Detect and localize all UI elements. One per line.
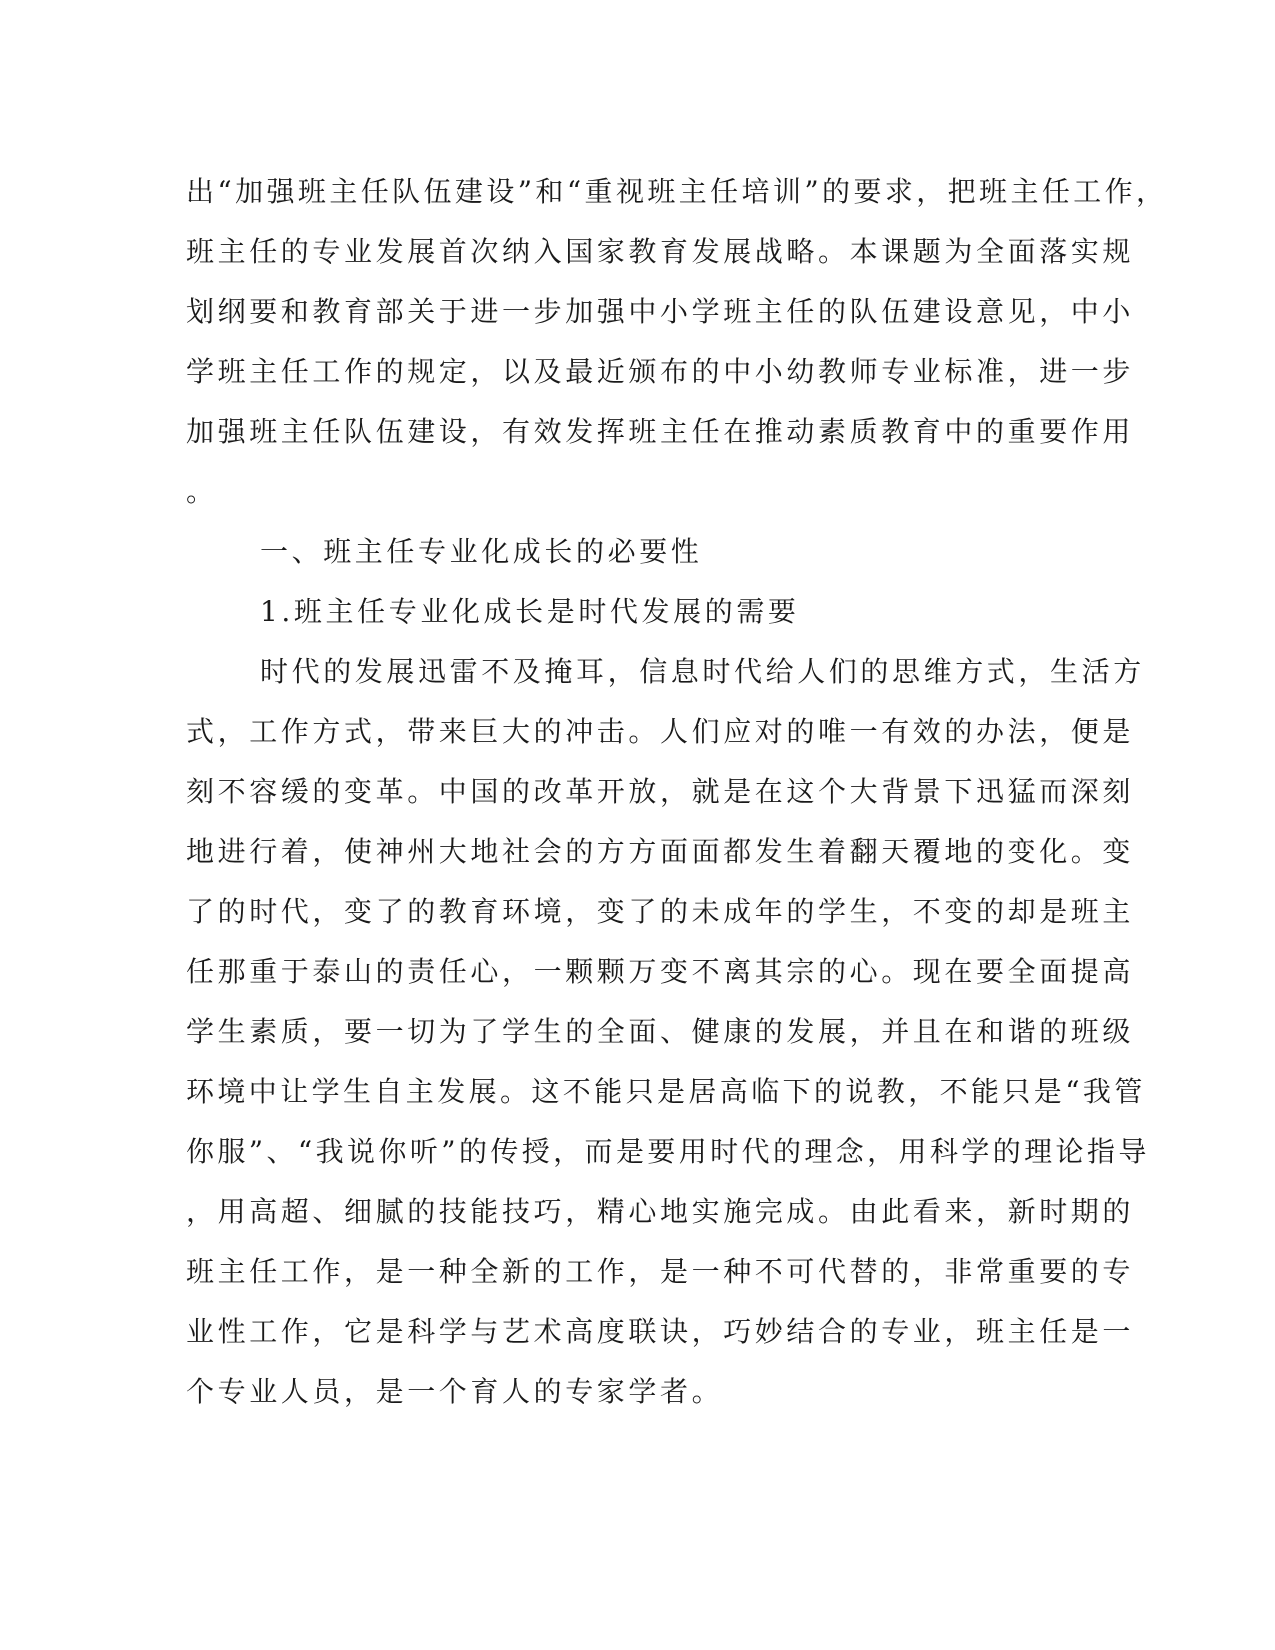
text-line: 环境中让学生自主发展。这不能只是居高临下的说教，不能只是“我管 [186,1075,1146,1108]
text-line: 你服”、“我说你听”的传授，而是要用时代的理念，用科学的理论指导 [186,1135,1150,1168]
text-line: 班主任的专业发展首次纳入国家教育发展战略。本课题为全面落实规 [186,235,1135,268]
text-line: 划纲要和教育部关于进一步加强中小学班主任的队伍建设意见，中小 [186,295,1135,328]
text-line: 加强班主任队伍建设，有效发挥班主任在推动素质教育中的重要作用 [186,415,1135,448]
text-line: 式，工作方式，带来巨大的冲击。人们应对的唯一有效的办法，便是 [186,715,1135,748]
text-line: 任那重于泰山的责任心，一颗颗万变不离其宗的心。现在要全面提高 [186,955,1135,988]
body-text [186,162,1168,1422]
subsection-heading: 1.班主任专业化成长是时代发展的需要 [260,595,800,628]
text-line: 。 [186,475,218,508]
text-line: ，用高超、细腻的技能技巧，精心地实施完成。由此看来，新时期的 [186,1195,1135,1228]
text-line: 出“加强班主任队伍建设”和“重视班主任培训”的要求，把班主任工作， [186,175,1168,208]
text-line: 刻不容缓的变革。中国的改革开放，就是在这个大背景下迅猛而深刻 [186,775,1135,808]
text-line: 学生素质，要一切为了学生的全面、健康的发展，并且在和谐的班级 [186,1015,1135,1048]
text-line: 了的时代，变了的教育环境，变了的未成年的学生，不变的却是班主 [186,895,1135,928]
section-heading: 一、班主任专业化成长的必要性 [260,535,703,568]
text-line: 个专业人员，是一个育人的专家学者。 [186,1375,724,1408]
text-line: 业性工作，它是科学与艺术高度联诀，巧妙结合的专业，班主任是一 [186,1315,1135,1348]
text-line: 地进行着，使神州大地社会的方方面面都发生着翻天覆地的变化。变 [186,835,1135,868]
text-line: 学班主任工作的规定，以及最近颁布的中小幼教师专业标准，进一步 [186,355,1135,388]
text-line: 班主任工作，是一种全新的工作，是一种不可代替的，非常重要的专 [186,1255,1135,1288]
text-line: 时代的发展迅雷不及掩耳，信息时代给人们的思维方式，生活方 [260,655,1145,688]
